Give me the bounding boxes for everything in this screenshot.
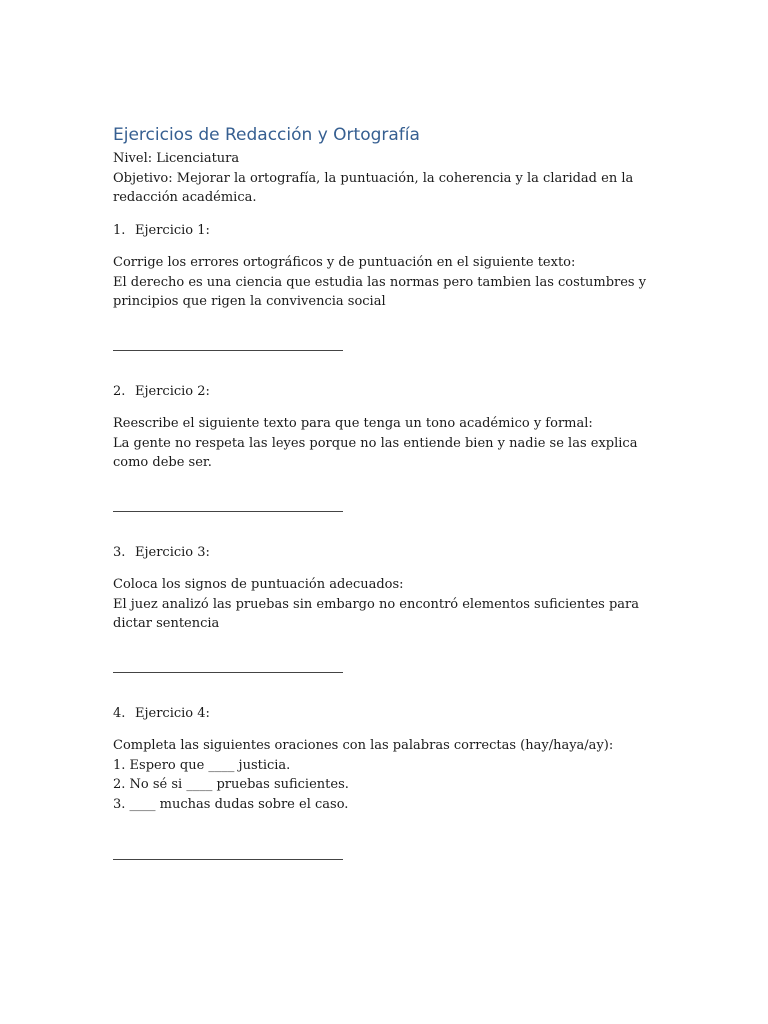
exercise-instruction: Reescribe el siguiente texto para que tenga un tono académico y formal: bbox=[113, 416, 593, 431]
exercise-heading bbox=[113, 704, 658, 724]
exercise-title: Ejercicio 1: bbox=[135, 222, 210, 238]
exercise-instruction: Coloca los signos de puntuación adecuados: bbox=[113, 577, 404, 592]
exercise-sentence-2: 2. No sé si ____ pruebas suficientes. bbox=[113, 777, 349, 792]
objective-line: Objetivo: Mejorar la ortografía, la puntuación, la coherencia y la claridad en la redacción académica. bbox=[113, 170, 634, 205]
exercise-text: El derecho es una ciencia que estudia las normas pero tambien las costumbres y principios que rigen la convivencia social bbox=[113, 274, 647, 309]
answer-line bbox=[113, 672, 343, 673]
exercise-text: La gente no respeta las leyes porque no las entiende bien y nadie se las explica como debe ser. bbox=[113, 435, 638, 470]
document-content bbox=[113, 124, 658, 860]
document-title: Ejercicios de Redacción y Ortografía bbox=[113, 125, 420, 145]
exercise-heading bbox=[113, 543, 658, 563]
exercise-number: 3. bbox=[113, 544, 126, 560]
exercise-title: Ejercicio 2: bbox=[135, 383, 210, 399]
exercise-heading bbox=[113, 221, 658, 241]
exercise-sentence-1: 1. Espero que ____ justicia. bbox=[113, 757, 291, 773]
exercise-number: 4. bbox=[113, 705, 126, 721]
exercise-2 bbox=[113, 382, 658, 512]
level-line: Nivel: Licenciatura bbox=[113, 151, 240, 166]
exercise-instruction: Corrige los errores ortográficos y de puntuación en el siguiente texto: bbox=[113, 255, 576, 270]
answer-line bbox=[113, 511, 343, 512]
exercise-number: 1. bbox=[113, 222, 126, 238]
exercise-sentence-3: 3. ____ muchas dudas sobre el caso. bbox=[113, 796, 349, 812]
exercise-instruction: Completa las siguientes oraciones con las palabras correctas (hay/haya/ay): bbox=[113, 738, 614, 753]
exercise-3 bbox=[113, 543, 658, 673]
exercise-number: 2. bbox=[113, 383, 126, 399]
exercise-heading bbox=[113, 382, 658, 402]
answer-line bbox=[113, 859, 343, 860]
answer-line bbox=[113, 350, 343, 351]
exercise-text: El juez analizó las pruebas sin embargo no encontró elementos suficientes para dictar sentencia bbox=[113, 596, 640, 631]
exercise-title: Ejercicio 4: bbox=[135, 705, 210, 721]
exercise-4 bbox=[113, 704, 658, 861]
exercise-1 bbox=[113, 221, 658, 351]
exercise-title: Ejercicio 3: bbox=[135, 544, 210, 560]
